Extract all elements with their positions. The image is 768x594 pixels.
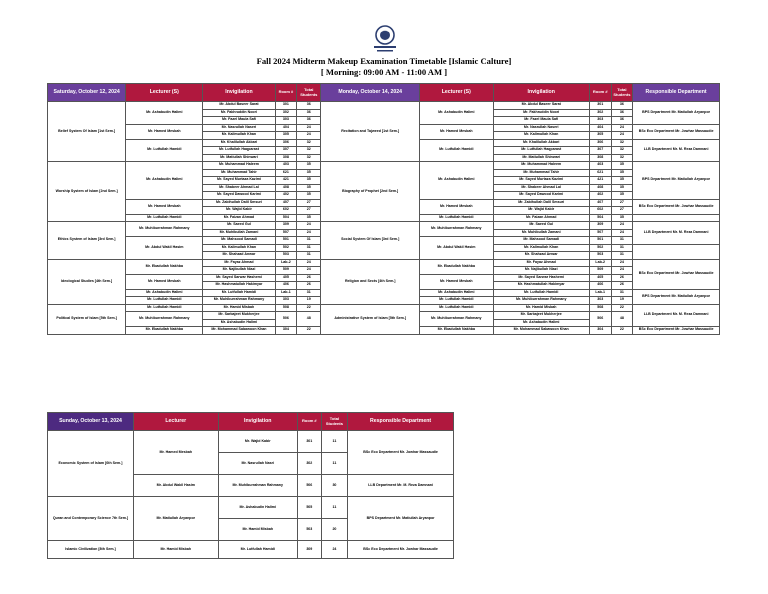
room: 509 — [275, 267, 297, 275]
room-2: 305 — [589, 132, 611, 140]
invigilator-2: Mr. Fazel Maula Safi — [493, 117, 589, 125]
total-2: 35 — [611, 162, 633, 170]
invigilator-2: Mr. Mahsood Samadi — [493, 237, 589, 245]
room: 503 — [275, 252, 297, 260]
header-row — [48, 413, 454, 431]
total: 30 — [321, 475, 347, 497]
room: 621 — [275, 169, 297, 177]
invigilator-2: Mr. Shabeer Ahmad Lal — [493, 184, 589, 192]
course-cell: Worship System of Islam [2nd Sem.] — [48, 162, 126, 222]
room: 303 — [275, 117, 297, 125]
invigilator-2: Mr. Faizan Ahmad — [493, 214, 589, 222]
total-2: 31 — [611, 252, 633, 260]
lecturer-cell: Mr. Muhiburrahman Rahmany — [126, 312, 203, 327]
invigilator-2: Mr. Lutfullah Haqparast — [493, 147, 589, 155]
invigilator: Mr. Khalilullah Akbari — [203, 139, 275, 147]
total-2: 31 — [611, 244, 633, 252]
invigilator-2: Mr. Muhibullah Zamani — [493, 229, 589, 237]
room-2: 504 — [589, 214, 611, 222]
room: 309 — [275, 222, 297, 230]
total-2: 31 — [611, 237, 633, 245]
lecturer-cell: Mr. Abdul Wakil Hasim — [126, 237, 203, 260]
dept-cell: LLB Department Mr. M. Reza Damnani — [633, 222, 720, 245]
room: 602 — [275, 207, 297, 215]
total-2: 26 — [611, 282, 633, 290]
header-lecturer-2: Lecturer (S) — [420, 84, 493, 102]
header-invigilation-2: Invigilation — [493, 84, 589, 102]
total: 20 — [321, 519, 347, 541]
invigilator-2: Mr. Nasrullah Naseri — [493, 124, 589, 132]
date-monday: Monday, October 14, 2024 — [321, 84, 420, 102]
total-2: 27 — [611, 199, 633, 207]
invigilator-2: Mr. Matiullah Shinwari — [493, 154, 589, 162]
invigilator: Mr. Sayed Sarwar Hashemi — [203, 274, 275, 282]
header-total-2: Total Students — [611, 84, 633, 102]
course-cell: Economic System of Islam [6th Sem.] — [48, 431, 134, 497]
total: 35 — [297, 214, 321, 222]
course-cell: Ideological Studies [4th Sem.] — [48, 259, 126, 304]
invigilator: Mr. Fakhruddin Noori — [203, 109, 275, 117]
total-2: 22 — [611, 304, 633, 312]
room: 408 — [275, 184, 297, 192]
invigilator: Mr. Hamid Misbah — [203, 304, 275, 312]
total: 19 — [297, 297, 321, 305]
lecturer-cell: Mr. Ebadullah Nakhba — [126, 327, 203, 335]
invigilator: Mr. Shahzad Anwar — [203, 252, 275, 260]
header-row — [48, 84, 720, 102]
room-2: 406 — [589, 282, 611, 290]
total: 24 — [321, 541, 347, 559]
invigilator: Mr. Lutfullah Haqparast — [203, 147, 275, 155]
total: 31 — [297, 237, 321, 245]
room: 508 — [275, 304, 297, 312]
header-invigilation: Invigilation — [218, 413, 297, 431]
university-logo — [371, 24, 399, 54]
room: 504 — [275, 214, 297, 222]
total: 24 — [297, 124, 321, 132]
invigilator-2: Mr. Najibullah Niazi — [493, 267, 589, 275]
room-2: 309 — [589, 222, 611, 230]
total: 48 — [297, 312, 321, 327]
total: 24 — [297, 222, 321, 230]
lecturer-cell: Mr. Lutfullah Hamidi — [126, 214, 203, 222]
room-2: 407 — [589, 199, 611, 207]
lecturer-cell-2: Mr. Abdul Wakil Hasim — [420, 237, 493, 260]
room-2: 301 — [589, 102, 611, 110]
course-cell: Quran and Contemporary Science 7th Sem.] — [48, 497, 134, 541]
lecturer-cell-2: Mr. Lutfullah Hamidi — [420, 139, 493, 162]
total-2: 24 — [611, 267, 633, 275]
room: 304 — [275, 327, 297, 335]
room-2: 303 — [589, 297, 611, 305]
invigilator: Mr. Muhiburrahman Rahmany — [218, 475, 297, 497]
course-cell: Political System of Islam [5th Sem.] — [48, 304, 126, 334]
lecturer-cell-2: Mr. Hamed Mesbah — [420, 199, 493, 214]
room: Lab-2 — [275, 259, 297, 267]
total: 35 — [297, 162, 321, 170]
invigilator-2: Mr. Muhammad Tahir — [493, 169, 589, 177]
main-timetable — [47, 83, 720, 335]
invigilator: Mr. Sayed Murtaza Kazimi — [203, 177, 275, 185]
dept-cell: BPS Department Mr. Matiullah Aryanpor — [633, 162, 720, 200]
room-2: 421 — [589, 177, 611, 185]
total: 11 — [321, 431, 347, 453]
room: 403 — [275, 162, 297, 170]
total-2: 36 — [611, 117, 633, 125]
dept-cell: BSc Eco Department Mr. Jowhar Massaudie — [348, 541, 454, 559]
total-2: 48 — [611, 312, 633, 327]
total: 22 — [297, 327, 321, 335]
room: Lab-1 — [275, 289, 297, 297]
total-2: 26 — [611, 274, 633, 282]
lecturer-cell: Mr. Muhiburrahman Rahmany — [126, 222, 203, 237]
room: 407 — [275, 199, 297, 207]
total-2: 22 — [611, 327, 633, 335]
room-2: 509 — [589, 267, 611, 275]
room-2: Lab-2 — [589, 259, 611, 267]
total: 36 — [297, 102, 321, 110]
invigilator: Mr. Najibullah Niazi — [203, 267, 275, 275]
room-2: 602 — [589, 207, 611, 215]
total-2: 24 — [611, 259, 633, 267]
invigilator: Mr. Mohammad Sabawoon Khan — [203, 327, 275, 335]
room-2: 502 — [589, 244, 611, 252]
header-total: Total Students — [297, 84, 321, 102]
total-2: 32 — [611, 154, 633, 162]
invigilator-2: Mr. Khalilullah Akbari — [493, 139, 589, 147]
invigilator: Mr. Matiullah Shinwari — [203, 154, 275, 162]
invigilator-2: Mr. Kalimullah Khan — [493, 244, 589, 252]
room-2: 302 — [589, 109, 611, 117]
total-2: 31 — [611, 289, 633, 297]
total-2: 32 — [611, 139, 633, 147]
total: 24 — [297, 229, 321, 237]
total: 31 — [297, 244, 321, 252]
room: 306 — [275, 139, 297, 147]
room: 305 — [275, 132, 297, 140]
header-room: Room # — [297, 413, 321, 431]
room-2: 303 — [589, 117, 611, 125]
invigilator: Mr. Lutfullah Hamidi — [218, 541, 297, 559]
header-dept: Responsible Department — [348, 413, 454, 431]
total: 35 — [297, 184, 321, 192]
invigilator-2: Mr. Abdul Baseer Sarat — [493, 102, 589, 110]
dept-cell: BPS Department Mr. Matiullah Aryanpor — [633, 102, 720, 125]
invigilator: Mr. Kalimullah Khan — [203, 244, 275, 252]
invigilator: Mr. Nasrullah Nasri — [218, 453, 297, 475]
invigilator-2: Mr. Muhiburrahman Rahmany — [493, 297, 589, 305]
total: 27 — [297, 207, 321, 215]
total-2: 32 — [611, 147, 633, 155]
timetable-time: [ Morning: 09:00 AM - 11:00 AM ] — [320, 67, 448, 77]
invigilator-2: Mr. Kalimullah Khan — [493, 132, 589, 140]
total-2: 24 — [611, 124, 633, 132]
invigilator: Mr. Wajid Kabir — [218, 431, 297, 453]
invigilator: Mr. Mahsood Samadi — [203, 237, 275, 245]
room-2: 403 — [589, 162, 611, 170]
lecturer-cell-2: Mr. Ashabudin Halimi — [420, 162, 493, 200]
room: 301 — [297, 431, 321, 453]
header-dept: Responsible Department — [633, 84, 720, 102]
room: 308 — [275, 154, 297, 162]
invigilator: Mr. Muhibullah Zamani — [203, 229, 275, 237]
invigilator: Mr. Muhammad Tahir — [203, 169, 275, 177]
lecturer-cell: Mr. Lutfullah Hamidi — [126, 297, 203, 305]
invigilator-2: Mr. Sarbajeet Mukherjee — [493, 312, 589, 320]
course-cell-2: Biography of Prophet [2nd Sem.] — [321, 162, 420, 222]
dept-cell: BSc Eco Department Mr. Jowhar Massaudie — [348, 431, 454, 475]
invigilator: Mr. Abdul Baseer Sarat — [203, 102, 275, 110]
lecturer-cell-2: Mr. Ashabudin Halimi — [420, 289, 493, 297]
total-2: 36 — [611, 109, 633, 117]
lecturer-cell: Mr. Hamed Mesbah — [126, 124, 203, 139]
dept-cell: BSc Eco Department Mr. Jowhar Massaudie — [633, 259, 720, 289]
dept-cell: LLB Department Mr. M. Reza Damnani — [633, 304, 720, 327]
total: 36 — [297, 117, 321, 125]
invigilator-2: Mr. Lutfullah Hamidi — [493, 289, 589, 297]
invigilator: Mr. Muhammad Haleem — [203, 162, 275, 170]
lecturer-cell-2: Mr. Ebadullah Nakhba — [420, 259, 493, 274]
total: 24 — [297, 267, 321, 275]
room: 406 — [275, 282, 297, 290]
room: 404 — [275, 124, 297, 132]
course-cell: Islamic Civilization [8th Sem.] — [48, 541, 134, 559]
total: 26 — [297, 282, 321, 290]
course-cell-2: Religion and Sects [4th Sem.] — [321, 259, 420, 304]
total: 36 — [297, 109, 321, 117]
room: 503 — [297, 519, 321, 541]
dept-cell: BPS Department Mr. Matiullah Aryanpor — [633, 289, 720, 304]
invigilator: Mr. Fayaz Ahmad — [203, 259, 275, 267]
lecturer-cell-2: Mr. Lutfullah Hamidi — [420, 297, 493, 305]
total: 32 — [297, 147, 321, 155]
header-total: Total Students — [321, 413, 347, 431]
room: 506 — [297, 475, 321, 497]
total: 22 — [297, 304, 321, 312]
lecturer-cell-2: Mr. Lutfullah Hamidi — [420, 214, 493, 222]
room: 405 — [275, 274, 297, 282]
dept-cell: LLB Department Mr. M. Reza Damnani — [348, 475, 454, 497]
total: 32 — [297, 139, 321, 147]
dept-cell: LLB Department Mr. M. Reza Damnani — [633, 139, 720, 162]
room-2: Lab-1 — [589, 289, 611, 297]
room: 302 — [297, 453, 321, 475]
room-2: 621 — [589, 169, 611, 177]
room-2: 501 — [589, 237, 611, 245]
lecturer-cell-2: Mr. Ashabudin Halimi — [420, 102, 493, 125]
invigilator: Mr. Muhiburrahman Rahmany — [203, 297, 275, 305]
room: 301 — [275, 102, 297, 110]
room-2: 503 — [589, 252, 611, 260]
total-2: 35 — [611, 177, 633, 185]
total: 26 — [297, 274, 321, 282]
lecturer-cell: Mr. Abdul Wakil Hasim — [133, 475, 218, 497]
total: 32 — [297, 154, 321, 162]
invigilator: Mr. Faizan Ahmad — [203, 214, 275, 222]
total-2: 35 — [611, 184, 633, 192]
invigilator-2: Mr. Zabihullah Dalil Smsuri — [493, 199, 589, 207]
room: 307 — [275, 147, 297, 155]
header-room-2: Room # — [589, 84, 611, 102]
total: 24 — [297, 132, 321, 140]
invigilator-2: Mr. Sayed Dawood Karimi — [493, 192, 589, 200]
invigilator-2: Mr. Fayaz Ahmad — [493, 259, 589, 267]
invigilator: Mr. Wajid Kabir — [203, 207, 275, 215]
invigilator: Mr. Hamid Misbah — [218, 519, 297, 541]
total: 31 — [297, 289, 321, 297]
total-2: 27 — [611, 207, 633, 215]
lecturer-cell-2: Mr. Ebadullah Nakhba — [420, 327, 493, 335]
invigilator-2: Mr. Muhammad Haleem — [493, 162, 589, 170]
lecturer-cell: Mr. Matiullah Aryanpor — [133, 497, 218, 541]
room: 505 — [297, 497, 321, 519]
invigilator-2: Mr. Saeed Gul — [493, 222, 589, 230]
lecturer-cell-2: Mr. Lutfullah Hamidi — [420, 304, 493, 312]
invigilator: Mr. Ashabudin Halimi — [218, 497, 297, 519]
room: 402 — [275, 192, 297, 200]
lecturer-cell-2: Mr. Muhiburrahman Rahmany — [420, 312, 493, 327]
invigilator: Mr. Zabihullah Dalil Smsuri — [203, 199, 275, 207]
header-lecturer: Lecturer — [133, 413, 218, 431]
date-sunday: Sunday, October 13, 2024 — [48, 413, 134, 431]
total: 35 — [297, 177, 321, 185]
date-saturday: Saturday, October 12, 2024 — [48, 84, 126, 102]
course-cell: Belief System Of Islam [1st Sem.] — [48, 102, 126, 162]
lecturer-cell: Mr. Ashabudin Halimi — [126, 289, 203, 297]
invigilator: Mr. Saeed Gul — [203, 222, 275, 230]
total: 24 — [297, 259, 321, 267]
total: 11 — [321, 497, 347, 519]
invigilator: Mr. Sarbajeet Mukherjee — [203, 312, 275, 320]
room-2: 508 — [589, 304, 611, 312]
dept-cell: BSc Eco Department Mr. Jowhar Massaudie — [633, 124, 720, 139]
total: 35 — [297, 192, 321, 200]
total: 27 — [297, 199, 321, 207]
invigilator-2: Mr. Fakhruddin Noori — [493, 109, 589, 117]
lecturer-cell: Mr. Hamed Mesbah — [126, 274, 203, 289]
invigilator-2: Mr. Ashabudin Halimi — [493, 319, 589, 327]
lecturer-cell-2: Mr. Muhiburrahman Rahmany — [420, 222, 493, 237]
room: 502 — [275, 244, 297, 252]
course-cell-2: Recitation and Tajweed [1st Sem.] — [321, 102, 420, 162]
total-2: 36 — [611, 102, 633, 110]
room: 507 — [275, 229, 297, 237]
lecturer-cell: Mr. Ashabudin Halimi — [126, 162, 203, 200]
lecturer-cell-2: Mr. Hamed Mesbah — [420, 274, 493, 289]
lecturer-cell: Mr. Lutfullah Hamidi — [126, 304, 203, 312]
room-2: 404 — [589, 124, 611, 132]
room-2: 304 — [589, 327, 611, 335]
room-2: 507 — [589, 229, 611, 237]
dept-cell: BSc Eco Department Mr. Jowhar Massaudie — [633, 327, 720, 335]
dept-cell: BPS Department Mr. Matiullah Aryanpor — [348, 497, 454, 541]
total: 11 — [321, 453, 347, 475]
invigilator-2: Mr. Sayed Murtaza Kazimi — [493, 177, 589, 185]
lecturer-cell-2: Mr. Hamed Mesbah — [420, 124, 493, 139]
room: 303 — [275, 297, 297, 305]
invigilator: Mr. Nasrullah Naseri — [203, 124, 275, 132]
invigilator-2: Mr. Mohammad Sabawoon Khan — [493, 327, 589, 335]
room: 309 — [297, 541, 321, 559]
lecturer-cell: Mr. Ebadullah Nakhba — [126, 259, 203, 274]
total-2: 35 — [611, 169, 633, 177]
room-2: 402 — [589, 192, 611, 200]
invigilator: Mr. Fazel Maula Safi — [203, 117, 275, 125]
room: 302 — [275, 109, 297, 117]
timetable-title: Fall 2024 Midterm Makeup Examination Timetable [Islamic Calture] — [256, 56, 512, 66]
course-cell-2: Social System Of Islam [3rd Sem.] — [321, 222, 420, 260]
total-2: 24 — [611, 229, 633, 237]
invigilator-2: Mr. Hamid Misbah — [493, 304, 589, 312]
room-2: 405 — [589, 274, 611, 282]
course-cell-2: Administrative System of Islam [5th Sem.] — [321, 304, 420, 334]
invigilator: Mr. Ashabudin Halimi — [203, 319, 275, 327]
dept-cell-empty — [633, 244, 720, 259]
header-room: Room # — [275, 84, 297, 102]
invigilator-2: Mr. Wajid Kabir — [493, 207, 589, 215]
invigilator: Mr. Kalimullah Khan — [203, 132, 275, 140]
header-lecturer: Lecturer (S) — [126, 84, 203, 102]
course-cell: Ethics System of Islam [3rd Sem.] — [48, 222, 126, 260]
room-2: 306 — [589, 139, 611, 147]
total: 35 — [297, 169, 321, 177]
room-2: 506 — [589, 312, 611, 327]
room: 421 — [275, 177, 297, 185]
room: 501 — [275, 237, 297, 245]
room-2: 308 — [589, 154, 611, 162]
room-2: 307 — [589, 147, 611, 155]
room: 506 — [275, 312, 297, 327]
invigilator: Mr. Hashmatullah Hakimyar — [203, 282, 275, 290]
invigilator: Mr. Lutfullah Hamidi — [203, 289, 275, 297]
dept-cell-empty — [633, 214, 720, 222]
invigilator: Mr. Shabeer Ahmad Lal — [203, 184, 275, 192]
total-2: 35 — [611, 214, 633, 222]
total: 31 — [297, 252, 321, 260]
header-invigilation: Invigilation — [203, 84, 275, 102]
lecturer-cell: Mr. Hamed Mesbah — [133, 431, 218, 475]
lecturer-cell: Mr. Lutfullah Hamidi — [126, 139, 203, 162]
lecturer-cell: Mr. Hamed Mesbah — [126, 199, 203, 214]
dept-cell: BSc Eco Department Mr. Jowhar Massaudie — [633, 199, 720, 214]
total-2: 35 — [611, 192, 633, 200]
invigilator-2: Mr. Hashmatullah Hakimyar — [493, 282, 589, 290]
sunday-timetable — [47, 412, 454, 559]
lecturer-cell: Mr. Ashabudin Halimi — [126, 102, 203, 125]
total-2: 19 — [611, 297, 633, 305]
lecturer-cell: Mr. Hamid Misbah — [133, 541, 218, 559]
total-2: 24 — [611, 132, 633, 140]
room-2: 408 — [589, 184, 611, 192]
invigilator-2: Mr. Sayed Sarwar Hashemi — [493, 274, 589, 282]
invigilator-2: Mr. Shahzad Anwar — [493, 252, 589, 260]
total-2: 24 — [611, 222, 633, 230]
invigilator: Mr. Sayed Dawood Karimi — [203, 192, 275, 200]
